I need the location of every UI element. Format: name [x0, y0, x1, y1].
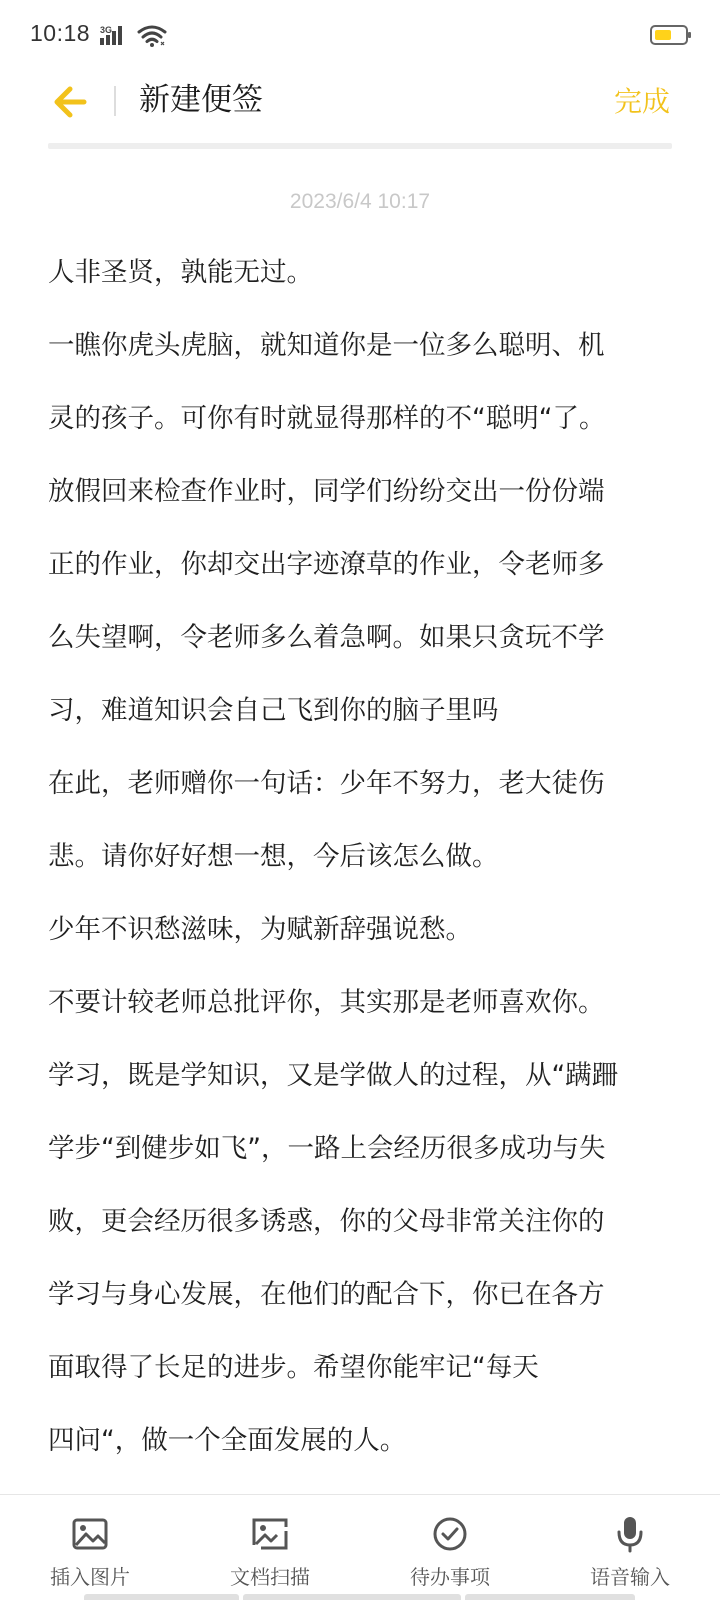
header-divider: [114, 86, 116, 116]
scan-icon: [251, 1515, 289, 1553]
note-line: 正的作业，你却交出字迹潦草的作业，令老师多: [48, 549, 605, 580]
note-line: 学习，既是学知识，又是学做人的过程，从“蹒跚: [48, 1060, 619, 1091]
app-header: [0, 72, 720, 148]
wifi-icon: [137, 24, 167, 48]
page-title: 新建便签: [139, 82, 263, 118]
note-line: 放假回来检查作业时，同学们纷纷交出一份份端: [48, 476, 605, 507]
status-bar: [0, 0, 720, 72]
todo-label: 待办事项: [410, 1565, 490, 1589]
insert-image-button[interactable]: [15, 1515, 165, 1595]
network-type-label: 3G: [100, 25, 113, 35]
nav-indicator-segment: [465, 1594, 635, 1600]
note-line: 学习与身心发展，在他们的配合下，你已在各方: [48, 1279, 605, 1310]
insert-image-label: 插入图片: [50, 1565, 130, 1589]
note-timestamp: 2023/6/4 10:17: [289, 190, 431, 213]
note-line: 少年不识愁滋味，为赋新辞强说愁。: [48, 914, 472, 945]
note-line: 一瞧你虎头虎脑，就知道你是一位多么聪明、机: [48, 330, 605, 361]
note-line: 习，难道知识会自己飞到你的脑子里吗: [48, 695, 499, 726]
back-button[interactable]: [48, 78, 96, 126]
note-line: 不要计较老师总批评你，其实那是老师喜欢你。: [48, 987, 605, 1018]
note-line: 在此，老师赠你一句话：少年不努力，老大徒伤: [48, 768, 605, 799]
header-underline: [48, 143, 672, 149]
document-scan-button[interactable]: [195, 1515, 345, 1595]
note-line: 学步“到健步如飞”，一路上会经历很多成功与失: [48, 1133, 606, 1164]
image-icon: [71, 1515, 109, 1553]
nav-indicator-segment: [84, 1594, 239, 1600]
voice-input-button[interactable]: [555, 1515, 705, 1595]
checkmark-circle-icon: [431, 1515, 469, 1553]
note-line: 悲。请你好好想一想，今后该怎么做。: [48, 841, 499, 872]
voice-input-label: 语音输入: [590, 1565, 670, 1589]
note-line: 四问“，做一个全面发展的人。: [48, 1425, 407, 1456]
todo-button[interactable]: [375, 1515, 525, 1595]
note-line: 灵的孩子。可你有时就显得那样的不“聪明“了。: [48, 403, 606, 434]
note-line: 人非圣贤，孰能无过。: [48, 257, 313, 288]
note-line: 面取得了长足的进步。希望你能牢记“每天: [48, 1352, 539, 1383]
signal-icon: [100, 24, 130, 46]
battery-icon: [650, 24, 692, 46]
note-line: 么失望啊，令老师多么着急啊。如果只贪玩不学: [48, 622, 605, 653]
done-button[interactable]: 完成: [614, 80, 670, 124]
nav-indicator-segment: [243, 1594, 461, 1600]
document-scan-label: 文档扫描: [230, 1565, 310, 1589]
arrow-left-icon: [48, 78, 96, 126]
status-time: 10:18: [30, 20, 91, 46]
microphone-icon: [611, 1515, 649, 1553]
note-content-editor[interactable]: [48, 236, 684, 1477]
bottom-toolbar: [0, 1494, 720, 1600]
note-line: 败，更会经历很多诱惑，你的父母非常关注你的: [48, 1206, 605, 1237]
